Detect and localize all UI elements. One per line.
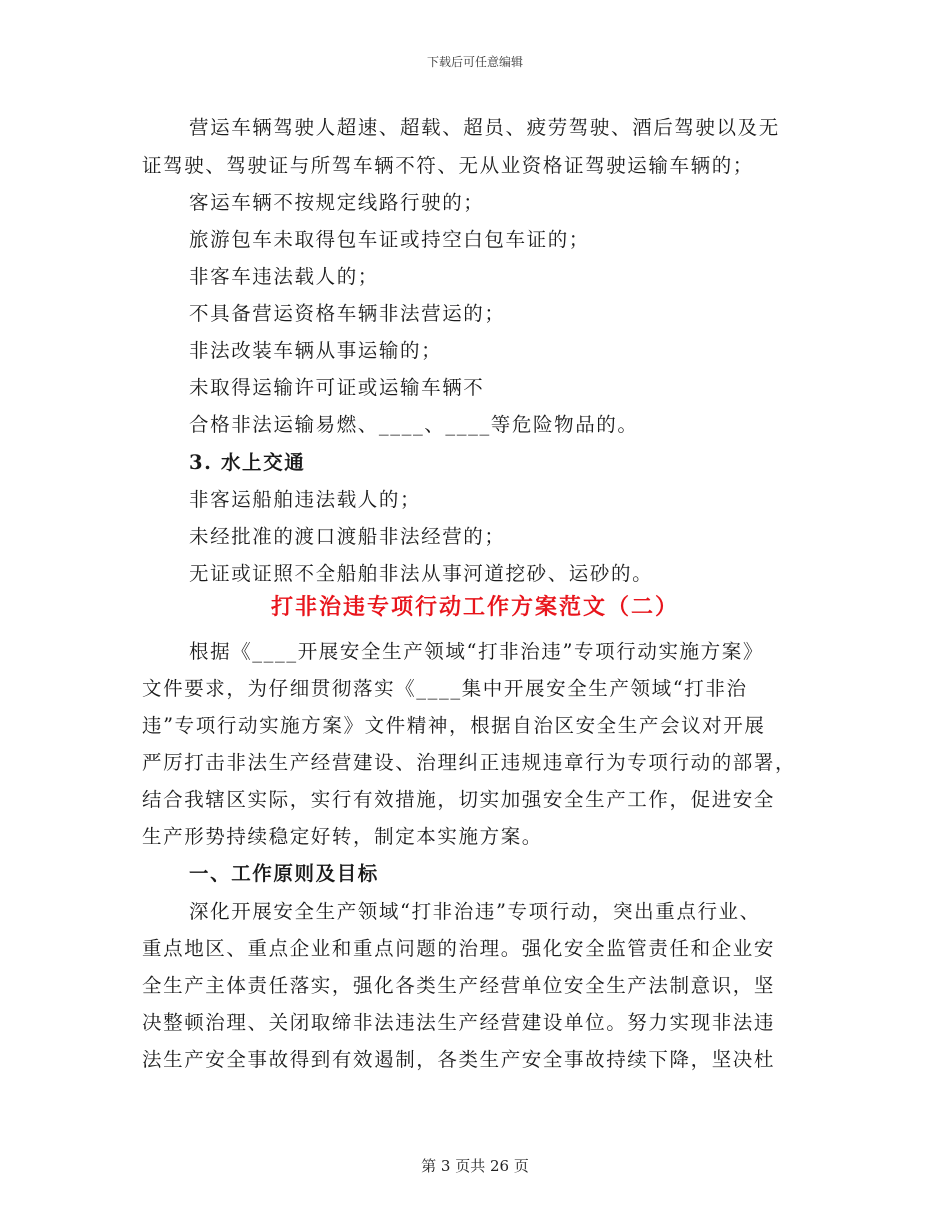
section-title: 打非治违专项行动工作方案范文（二） — [270, 594, 679, 620]
text-line: 重点地区、重点企业和重点问题的治理。强化安全监管责任和企业安 — [142, 937, 776, 960]
page-footer: 第 3 页共 26 页 — [421, 1157, 529, 1175]
section-heading: 一、工作原则及目标 — [189, 862, 379, 885]
text-line: 结合我辖区实际，实行有效措施，切实加强安全生产工作，促进安全 — [142, 788, 776, 811]
text-line: 深化开展安全生产领域“打非治违”专项行动，突出重点行业、 — [189, 900, 761, 923]
text-line: 证驾驶、驾驶证与所驾车辆不符、无从业资格证驾驶运输车辆的； — [142, 154, 754, 177]
text-line: 严厉打击非法生产经营建设、治理纠正违规违章行为专项行动的部署， — [142, 751, 797, 774]
text-line: 合格非法运输易燃、____、____等危险物品的。 — [189, 413, 639, 436]
text-line: 营运车辆驾驶人超速、超载、超员、疲劳驾驶、酒后驾驶以及无 — [189, 116, 780, 139]
text-line: 非客车违法载人的； — [189, 265, 379, 288]
text-line: 法生产安全事故得到有效遏制，各类生产安全事故持续下降，坚决杜 — [142, 1048, 776, 1071]
text-line: 非法改装车辆从事运输的； — [189, 339, 443, 362]
text-line: 决整顿治理、关闭取缔非法违法生产经营建设单位。努力实现非法违 — [142, 1011, 776, 1034]
subsection-heading: 3. 水上交通 — [189, 451, 306, 474]
text-line: 未经批准的渡口渡船非法经营的； — [189, 525, 506, 548]
page-header: 下载后可任意编辑 — [426, 55, 523, 69]
text-line: 文件要求，为仔细贯彻落实《____集中开展安全生产领域“打非治 — [142, 677, 748, 700]
text-line: 违”专项行动实施方案》文件精神，根据自治区安全生产会议对开展 — [142, 714, 766, 737]
text-line: 未取得运输许可证或运输车辆不 — [189, 376, 485, 399]
text-line: 生产形势持续稳定好转，制定本实施方案。 — [142, 825, 543, 848]
text-line: 旅游包车未取得包车证或持空白包车证的； — [189, 228, 590, 251]
text-line: 客运车辆不按规定线路行驶的； — [189, 191, 485, 214]
text-line: 无证或证照不全船舶非法从事河道挖砂、运砂的。 — [189, 562, 654, 585]
text-line: 全生产主体责任落实，强化各类生产经营单位安全生产法制意识，坚 — [142, 974, 776, 997]
text-line: 根据《____开展安全生产领域“打非治违”专项行动实施方案》 — [189, 640, 764, 663]
text-line: 不具备营运资格车辆非法营运的； — [189, 302, 506, 325]
text-line: 非客运船舶违法载人的； — [189, 488, 422, 511]
